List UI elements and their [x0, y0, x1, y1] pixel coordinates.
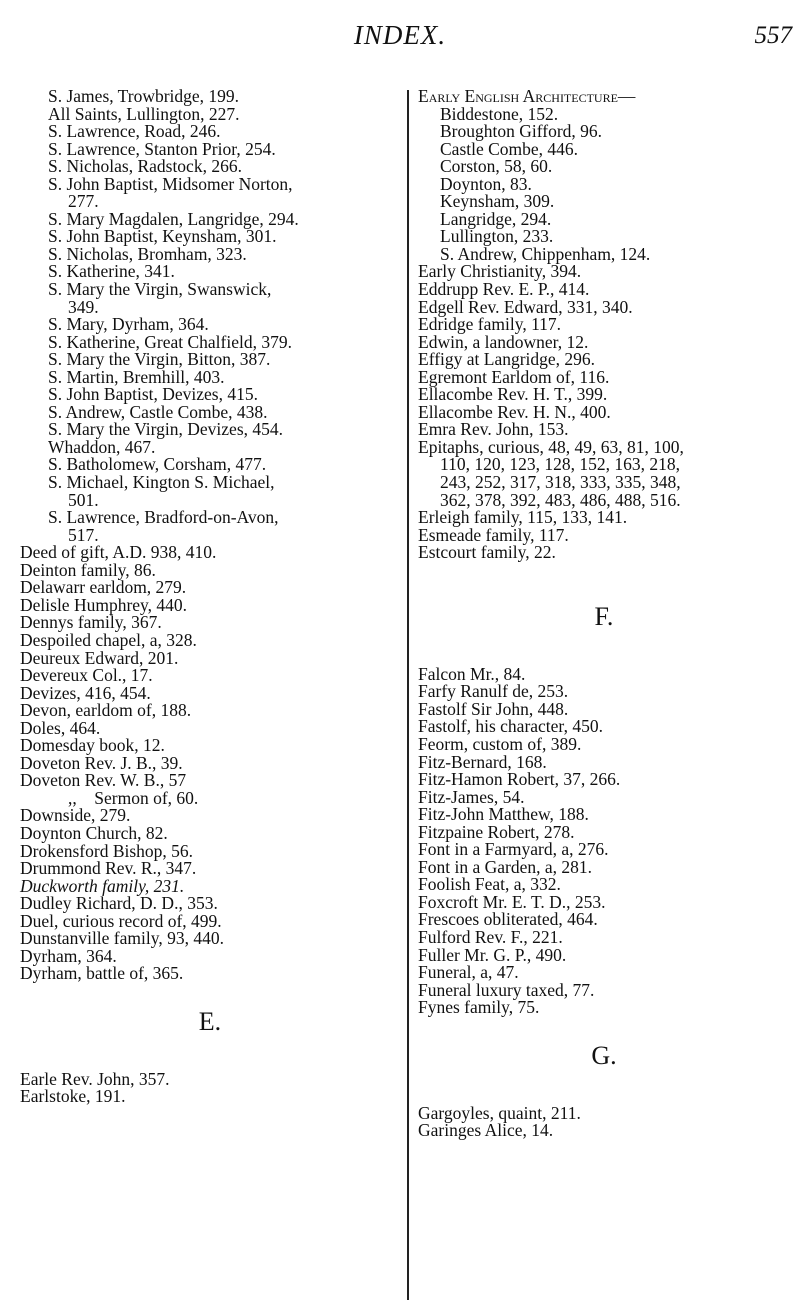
index-entry: Edridge family, 117.	[418, 314, 562, 335]
index-entry: Edwin, a landowner, 12.	[418, 331, 589, 352]
index-entry: Whaddon, 467.	[48, 436, 156, 457]
index-entry: Edgell Rev. Edward, 331, 340.	[418, 296, 633, 317]
index-entry: Fitz-Hamon Robert, 37, 266.	[418, 769, 621, 790]
index-entry: S. Nicholas, Bromham, 323.	[48, 243, 247, 264]
index-entry: All Saints, Lullington, 227.	[48, 103, 240, 124]
index-entry: Falcon Mr., 84.	[418, 663, 526, 684]
index-entry: Deinton family, 86.	[20, 559, 156, 580]
index-entry: Fulford Rev. F., 221.	[418, 926, 563, 947]
index-entry-continuation: 349.	[68, 296, 99, 317]
index-entry: Fastolf, his character, 450.	[418, 716, 603, 737]
index-entry-continuation: 243, 252, 317, 318, 333, 335, 348,	[440, 472, 681, 493]
index-entry: Duel, curious record of, 499.	[20, 910, 222, 931]
index-entry: S. Lawrence, Bradford-on-Avon,	[48, 507, 279, 528]
index-entry-continuation: 517.	[68, 524, 99, 545]
column-divider	[407, 90, 409, 1300]
page-number: 557	[754, 22, 792, 49]
index-entry: S. John Baptist, Keynsham, 301.	[48, 226, 277, 247]
index-entry: Dyrham, 364.	[20, 945, 117, 966]
left-column	[20, 88, 400, 1106]
index-entry: Dunstanville family, 93, 440.	[20, 928, 224, 949]
index-entry: Delisle Humphrey, 440.	[20, 594, 188, 615]
index-subentry: ,, Sermon of, 60.	[68, 787, 199, 808]
index-entry: Dyrham, battle of, 365.	[20, 963, 184, 984]
index-entry: S. Mary the Virgin, Devizes, 454.	[48, 419, 284, 440]
index-entry: Devereux Col., 17.	[20, 665, 153, 686]
index-entry: Estcourt family, 22.	[418, 542, 556, 563]
index-entry: Devon, earldom of, 188.	[20, 700, 192, 721]
index-subentry: Corston, 58, 60.	[440, 156, 553, 177]
index-subentry: Lullington, 233.	[440, 226, 554, 247]
index-entry-continuation: 501.	[68, 489, 99, 510]
index-subentry: Biddestone, 152.	[440, 103, 559, 124]
index-entry: Domesday book, 12.	[20, 735, 165, 756]
index-entry: Egremont Earldom of, 116.	[418, 366, 610, 387]
index-entry: S. Katherine, Great Chalfield, 379.	[48, 331, 292, 352]
page-header	[0, 14, 800, 54]
index-entry: Devizes, 416, 454.	[20, 682, 151, 703]
index-entry: S. Mary, Dyrham, 364.	[48, 314, 209, 335]
index-entry: Doynton Church, 82.	[20, 822, 168, 843]
index-entry: Funeral, a, 47.	[418, 962, 519, 983]
right-column	[418, 88, 790, 1140]
index-entry: Effigy at Langridge, 296.	[418, 349, 596, 370]
section-letter-g: G.	[591, 1040, 617, 1070]
section-letter-e: E.	[198, 1006, 222, 1036]
index-entry: Fynes family, 75.	[418, 997, 540, 1018]
index-entry: Downside, 279.	[20, 805, 131, 826]
index-subentry: Castle Combe, 446.	[440, 138, 579, 159]
index-entry: S. James, Trowbridge, 199.	[48, 86, 240, 106]
index-entry: S. Mary Magdalen, Langridge, 294.	[48, 208, 299, 229]
index-entry: Gargoyles, quaint, 211.	[418, 1102, 581, 1123]
index-entry: S. Lawrence, Stanton Prior, 254.	[48, 138, 276, 159]
index-entry: Delawarr earldom, 279.	[20, 577, 187, 598]
index-entry: Ellacombe Rev. H. T., 399.	[418, 384, 608, 405]
index-entry: Despoiled chapel, a, 328.	[20, 629, 197, 650]
index-entry: S. John Baptist, Devizes, 415.	[48, 384, 258, 405]
index-entry: Early Christianity, 394.	[418, 261, 582, 282]
index-entry: Deed of gift, A.D. 938, 410.	[20, 542, 217, 563]
index-entry: Doveton Rev. W. B., 57	[20, 770, 187, 791]
index-entry: Epitaphs, curious, 48, 49, 63, 81, 100,	[418, 436, 684, 457]
index-entry: Fitz-John Matthew, 188.	[418, 804, 589, 825]
index-entry: Ellacombe Rev. H. N., 400.	[418, 401, 611, 422]
section-letter-f: F.	[594, 601, 614, 631]
index-entry: Feorm, custom of, 389.	[418, 733, 582, 754]
index-entry: Eddrupp Rev. E. P., 414.	[418, 279, 590, 300]
index-entry: Foxcroft Mr. E. T. D., 253.	[418, 891, 606, 912]
index-entry: Doveton Rev. J. B., 39.	[20, 752, 183, 773]
index-entry: Fitzpaine Robert, 278.	[418, 821, 575, 842]
index-entry: Font in a Garden, a, 281.	[418, 856, 592, 877]
index-entry: Foolish Feat, a, 332.	[418, 874, 561, 895]
index-entry: S. Mary the Virgin, Bitton, 387.	[48, 349, 271, 370]
index-entry: S. Nicholas, Radstock, 266.	[48, 156, 242, 177]
index-entry: Doles, 464.	[20, 717, 101, 738]
index-entry: S. Martin, Bremhill, 403.	[48, 366, 225, 387]
index-entry: Garinges Alice, 14.	[418, 1120, 554, 1141]
index-entry: S. Katherine, 341.	[48, 261, 175, 282]
index-entry: S. Batholomew, Corsham, 477.	[48, 454, 267, 475]
index-entry: Drummond Rev. R., 347.	[20, 858, 197, 879]
page-title: INDEX.	[353, 20, 447, 50]
index-entry: Erleigh family, 115, 133, 141.	[418, 507, 628, 528]
index-entry: Drokensford Bishop, 56.	[20, 840, 194, 861]
index-entry: Duckworth family, 231.	[20, 875, 185, 896]
index-entry: S. Mary the Virgin, Swanswick,	[48, 279, 272, 300]
index-entry: Fastolf Sir John, 448.	[418, 698, 569, 719]
index-subentry: Broughton Gifford, 96.	[440, 121, 603, 142]
index-subentry: S. Andrew, Chippenham, 124.	[440, 243, 651, 264]
index-entry: Earle Rev. John, 357.	[20, 1068, 170, 1089]
index-entry: Funeral luxury taxed, 77.	[418, 979, 595, 1000]
index-entry: Esmeade family, 117.	[418, 524, 569, 545]
index-subentry: Keynsham, 309.	[440, 191, 555, 212]
index-entry-continuation: 110, 120, 123, 128, 152, 163, 218,	[440, 454, 680, 475]
index-entry: Fuller Mr. G. P., 490.	[418, 944, 567, 965]
index-entry: Dudley Richard, D. D., 353.	[20, 893, 218, 914]
index-entry-continuation: 362, 378, 392, 483, 486, 488, 516.	[440, 489, 681, 510]
index-entry: S. John Baptist, Midsomer Norton,	[48, 173, 293, 194]
index-subentry: Doynton, 83.	[440, 173, 532, 194]
index-entry: Font in a Farmyard, a, 276.	[418, 839, 609, 860]
index-entry: S. Andrew, Castle Combe, 438.	[48, 401, 268, 422]
index-subentry: Langridge, 294.	[440, 208, 552, 229]
index-entry: Fitz-Bernard, 168.	[418, 751, 547, 772]
index-entry: Frescoes obliterated, 464.	[418, 909, 598, 930]
index-entry: Dennys family, 367.	[20, 612, 162, 633]
index-entry: S. Lawrence, Road, 246.	[48, 121, 221, 142]
index-entry-continuation: 277.	[68, 191, 99, 212]
index-entry: Fitz-James, 54.	[418, 786, 525, 807]
index-heading: Early English Architecture—	[418, 86, 636, 106]
index-entry: Farfy Ranulf de, 253.	[418, 681, 569, 702]
index-entry: S. Michael, Kington S. Michael,	[48, 472, 275, 493]
index-entry: Deureux Edward, 201.	[20, 647, 179, 668]
index-entry: Earlstoke, 191.	[20, 1086, 126, 1107]
index-entry: Emra Rev. John, 153.	[418, 419, 569, 440]
